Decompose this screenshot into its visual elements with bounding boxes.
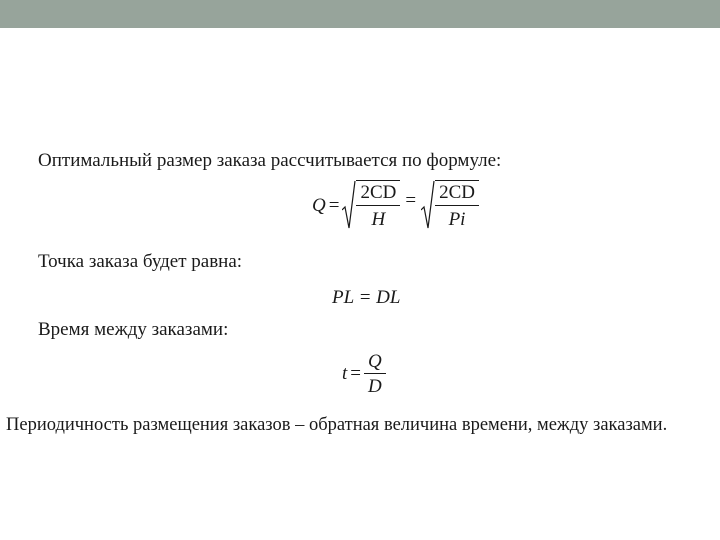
formula-t-variable: t [342, 363, 348, 384]
numerator-2cd-2: 2CD [435, 183, 479, 206]
numerator-q: Q [368, 351, 382, 372]
reorder-point-text: Точка заказа будет равна: [38, 251, 243, 272]
fraction-q-over-d [364, 352, 386, 396]
optimal-order-size-formula [312, 180, 479, 232]
fraction-2cd-over-pi [435, 183, 479, 229]
denominator-d: D [364, 373, 386, 396]
formula-q-variable: Q [312, 195, 326, 216]
fraction-2cd-over-h [356, 183, 400, 229]
radical-sign-icon [342, 180, 356, 232]
denominator-pi: Pi [448, 209, 466, 230]
formula-equals-sign: = [328, 195, 340, 216]
denominator-h: H [371, 209, 386, 230]
square-root-pi [421, 180, 479, 232]
numerator-2cd: 2CD [356, 183, 400, 206]
order-frequency-text: Периодичность размещения заказов – обратная величина времени, между заказами. [6, 415, 668, 435]
top-header-bar [0, 0, 720, 28]
radical-sign-icon-2 [421, 180, 435, 232]
formula-equals-sign-2: = [405, 190, 417, 211]
time-between-orders-formula [342, 352, 386, 396]
reorder-point-formula: PL = DL [332, 287, 401, 308]
square-root-h [342, 180, 400, 232]
optimal-order-size-text: Оптимальный размер заказа рассчитывается по формуле: [38, 150, 502, 171]
formula-equals-sign-3: = [350, 363, 361, 384]
time-between-orders-text: Время между заказами: [38, 319, 229, 340]
